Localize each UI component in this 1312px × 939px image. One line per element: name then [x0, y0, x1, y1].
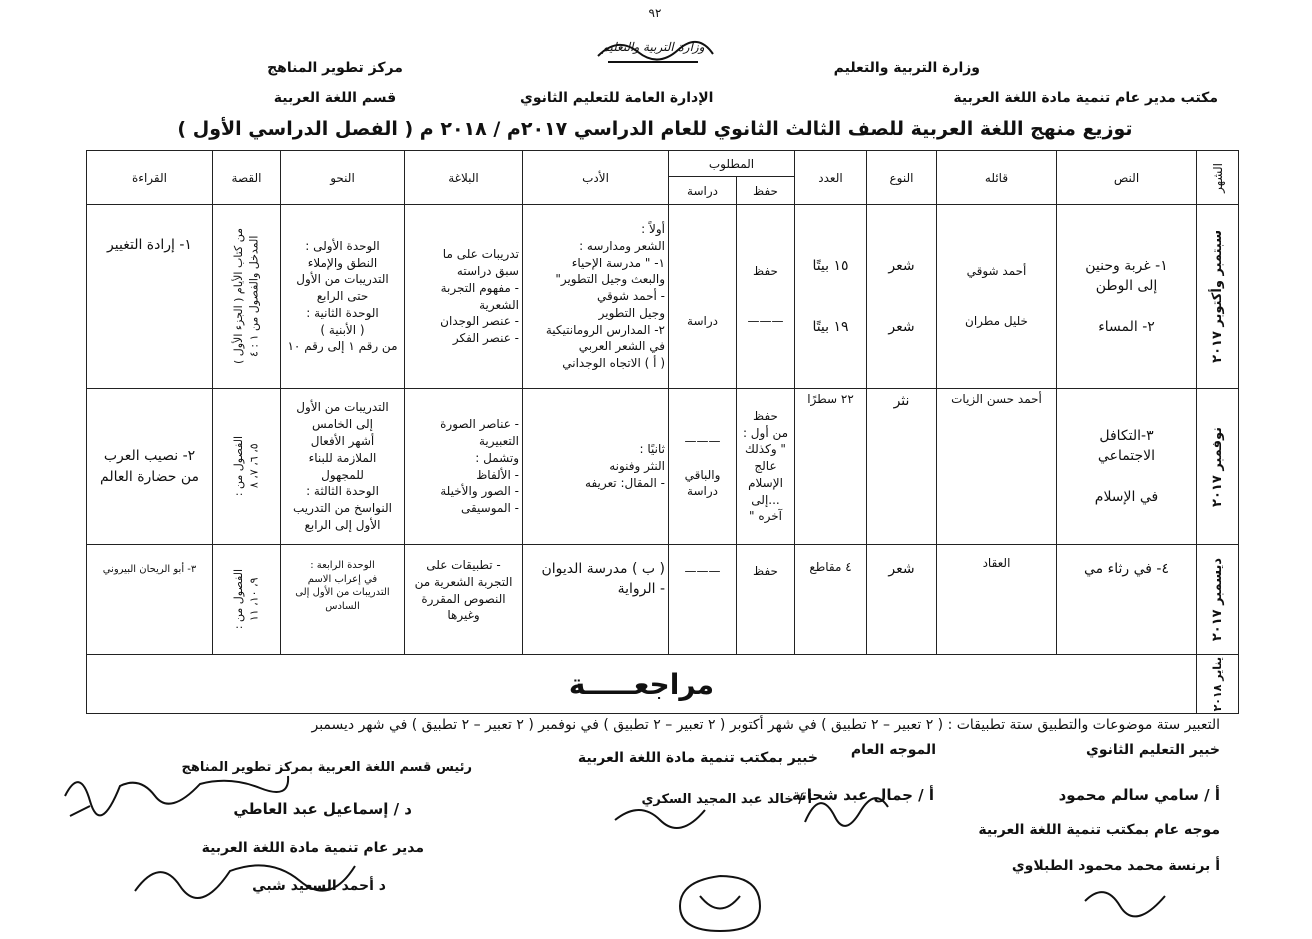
- row1-text: ١- غربة وحنين إلى الوطن ٢- المساء: [1057, 205, 1197, 389]
- row2-study: ——— والباقي دراسة: [669, 389, 737, 545]
- row3-rhetoric: - تطبيقات على التجربة الشعرية من النصوص المقررة وغيرها: [405, 545, 523, 655]
- row1-literature: أولاً : الشعر ومدارسه : ١- " مدرسة الإحياء والبعث وجيل التطوير" - أحمد شوقي وجيل التطوير ٢- المدارس الرومانتيكية في الشعر العربي ( أ ) الاتجاه الوجداني: [523, 205, 669, 389]
- row1-reading: ١- إرادة التغيير: [87, 205, 213, 389]
- row3-type: شعر: [867, 545, 937, 655]
- header-memorize: حفظ: [737, 177, 795, 205]
- review-cell: [87, 655, 1197, 714]
- ministry-name: وزارة التربية والتعليم: [833, 60, 980, 76]
- handwritten-signature-icon: [1080, 876, 1170, 926]
- row2-type: نثر: [867, 389, 937, 545]
- head-section-title: رئيس قسم اللغة العربية بمركز تطوير المناهج: [181, 760, 472, 775]
- signature-name-khaled: أ / خالد عبد المجيد السكري: [641, 792, 812, 807]
- row2-grammar: التدريبات من الأول إلى الخامس أشهر الأفعال الملازمة للبناء للمجهول الوحدة الثالثة : النواسخ من التدريب الأول إلى الرابع: [281, 389, 405, 545]
- table-row: [87, 389, 1239, 545]
- row3-story: الفصول من : ٩، ١٠، ١١: [213, 545, 281, 655]
- header-count: العدد: [795, 151, 867, 205]
- row1-type: شعر شعر: [867, 205, 937, 389]
- row2-rhetoric: - عناصر الصورة التعبيرية وتشمل : - الألفاظ - الصور والأخيلة - الموسيقى: [405, 389, 523, 545]
- row1-study: دراسة: [669, 205, 737, 389]
- header-reading: القراءة: [87, 151, 213, 205]
- header-grammar: النحو: [281, 151, 405, 205]
- arabic-department: قسم اللغة العربية: [273, 90, 397, 106]
- handwritten-signature-icon: [60, 756, 290, 826]
- office-expert-title: خبير بمكتب تنمية مادة اللغة العربية: [577, 750, 818, 766]
- row2-memorize: حفظ من أول : " وكذلك عالج الإسلام ...إلى آخره ": [737, 389, 795, 545]
- row3-literature: ( ب ) مدرسة الديوان - الرواية: [523, 545, 669, 655]
- general-supervisor-title: الموجه العام: [850, 742, 936, 758]
- row1-count: ١٥ بيتًا ١٩ بيتًا: [795, 205, 867, 389]
- signature-name-ismail: د / إسماعيل عبد العاطي: [233, 800, 412, 818]
- director-title: مدير عام تنمية مادة اللغة العربية: [201, 840, 424, 856]
- handwritten-signature-icon: [130, 846, 360, 906]
- expression-note: التعبير ستة موضوعات والتطبيق ستة تطبيقات : ( ٢ تعبير – ٢ تطبيق ) في شهر أكتوبر ( ٢ تعبير – ٢ تطبيق ) في نوفمبر ( ٢ تعبير – ٢ تطبيق ) في شهر ديسمبر: [311, 717, 1220, 733]
- review-month: يناير ٢٠١٨: [1197, 655, 1239, 714]
- curriculum-center: مركز تطوير المناهج: [267, 60, 403, 76]
- row1-memorize: حفظ ———: [737, 205, 795, 389]
- row3-count: ٤ مقاطع: [795, 545, 867, 655]
- row2-text: ٣-التكافل الاجتماعي في الإسلام: [1057, 389, 1197, 545]
- row3-memorize: حفظ: [737, 545, 795, 655]
- supervisor-title: موجه عام بمكتب تنمية اللغة العربية: [978, 822, 1220, 838]
- row2-month: نوفمبر ٢٠١٧: [1197, 389, 1239, 545]
- header-type: النوع: [867, 151, 937, 205]
- header-study: دراسة: [669, 177, 737, 205]
- signature-name-bernsa: أ برنسة محمد محمود الطبلاوي: [1011, 858, 1220, 874]
- handwritten-signature-icon: [610, 790, 710, 840]
- row2-author: أحمد حسن الزيات: [937, 389, 1057, 545]
- row3-study: ———: [669, 545, 737, 655]
- row3-text: ٤- في رثاء مي: [1057, 545, 1197, 655]
- row3-reading: ٣- أبو الريحان البيروني: [87, 545, 213, 655]
- header-literature: الأدب: [523, 151, 669, 205]
- header-month: الشهر: [1197, 151, 1239, 205]
- signature-name-ahmed: د أحمد السعيد شبي: [252, 878, 386, 894]
- row2-literature: ثانيًا : النثر وفنونه - المقال: تعريفه: [523, 389, 669, 545]
- row3-grammar: الوحدة الرابعة : في إعراب الاسم التدريبات من الأول إلى السادس: [281, 545, 405, 655]
- row2-reading: ٢- نصيب العرب من حضارة العالم: [87, 389, 213, 545]
- crest-label: وزارة التربية والتعليم: [601, 40, 705, 54]
- review-row: [87, 655, 1239, 714]
- header-story: القصة: [213, 151, 281, 205]
- page-title: توزيع منهج اللغة العربية للصف الثالث الثانوي للعام الدراسي ٢٠١٧م / ٢٠١٨ م ( الفصل الدراسي الأول ): [177, 118, 1133, 140]
- row2-story: الفصول من : ٥، ٦، ٧، ٨: [213, 389, 281, 545]
- header-author: قائله: [937, 151, 1057, 205]
- row2-count: ٢٢ سطرًا: [795, 389, 867, 545]
- review-label: مراجعـــــة: [568, 667, 715, 701]
- row3-author: العقاد: [937, 545, 1057, 655]
- row1-grammar: الوحدة الأولى : النطق والإملاء التدريبات من الأول حتى الرابع الوحدة الثانية : ( الأبنية ) من رقم ١ إلى رقم ١٠: [281, 205, 405, 389]
- handwritten-signature-icon: [670, 866, 770, 936]
- page-number: ٩٢: [648, 6, 662, 20]
- header-rhetoric: البلاغة: [405, 151, 523, 205]
- row1-rhetoric: تدريبات على ما سبق دراسته - مفهوم التجربة الشعرية - عنصر الوجدان - عنصر الفكر: [405, 205, 523, 389]
- table-row: [87, 205, 1239, 389]
- expert-secondary-title: خبير التعليم الثانوي: [1086, 742, 1220, 758]
- signature-name-gamal: أ / جمال عبد شحاتة: [792, 786, 934, 804]
- signature-name-samy: أ / سامي سالم محمود: [1058, 786, 1220, 804]
- office-name: مكتب مدير عام تنمية مادة اللغة العربية: [953, 90, 1218, 106]
- header-text: النص: [1057, 151, 1197, 205]
- row1-story: من كتاب الأيام ( الجزء الأول ) المدخل والفصول من ١ : ٤: [213, 205, 281, 389]
- row1-month: سبتمبر وأكتوبر ٢٠١٧: [1197, 205, 1239, 389]
- directorate-name: الإدارة العامة للتعليم الثانوي: [520, 90, 714, 106]
- curriculum-table: [86, 150, 1239, 714]
- row3-month: ديسمبر ٢٠١٧: [1197, 545, 1239, 655]
- table-row: [87, 545, 1239, 655]
- header-required: المطلوب: [669, 151, 795, 177]
- handwritten-signature-icon: [800, 782, 890, 842]
- row1-author: أحمد شوقي خليل مطران: [937, 205, 1057, 389]
